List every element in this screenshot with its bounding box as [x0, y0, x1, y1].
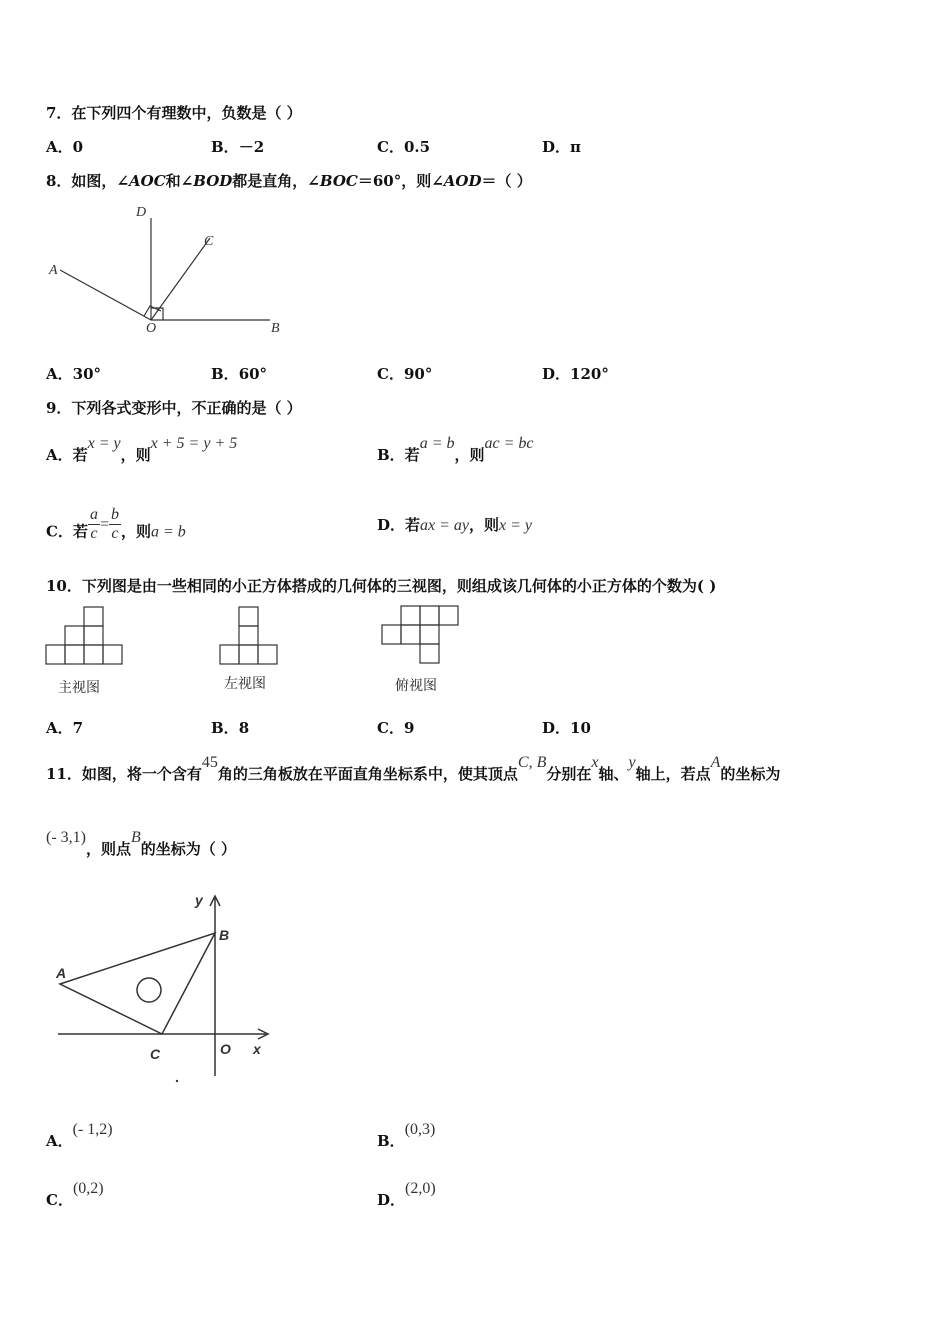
- q9-stem: 9．下列各式变形中，不正确的是（ ）: [46, 399, 302, 417]
- q8-label-o: O: [146, 321, 157, 336]
- side-view-figure: [218, 606, 280, 668]
- front-view-caption: 主视图: [58, 680, 100, 696]
- q10-option-b[interactable]: B．8: [211, 719, 250, 737]
- q7-option-c[interactable]: C．0.5: [377, 138, 431, 156]
- top-view-caption: 俯视图: [395, 678, 437, 694]
- q8-label-d: D: [136, 205, 147, 220]
- q10-option-c[interactable]: C．9: [377, 719, 415, 737]
- q9-option-c[interactable]: C．若 $\frac{a}{c}$ = $\frac{b}{c}$ ，则a = b: [46, 506, 186, 542]
- q10-stem: 10．下列图是由一些相同的小正方体搭成的几何体的三视图，则组成该几何体的小正方体的个数为( ): [46, 577, 717, 595]
- q10-option-a[interactable]: A．7: [46, 719, 84, 737]
- q11-stem-line1: 11．如图，将一个含有45角的三角板放在平面直角坐标系中，使其顶点C, B分别在x轴、y轴上，若点A的坐标为: [46, 754, 781, 783]
- q11-coordinate-figure: [44, 888, 274, 1088]
- q11-label-c: C: [150, 1046, 161, 1062]
- q11-label-b: B: [219, 927, 230, 943]
- q7-option-b[interactable]: B．－2: [211, 138, 265, 156]
- side-view-caption: 左视图: [224, 676, 266, 692]
- q10-option-d[interactable]: D．10: [542, 719, 591, 737]
- q8-angle-figure: [40, 198, 300, 343]
- q8-option-a[interactable]: A．30°: [46, 365, 102, 383]
- q7-stem: 7．在下列四个有理数中，负数是（ ）: [46, 104, 302, 122]
- q9-option-a[interactable]: A．若x = y，则x + 5 = y + 5: [46, 435, 238, 464]
- q7-option-d[interactable]: D．π: [542, 138, 581, 156]
- q11-option-b[interactable]: B．(0,3): [377, 1121, 436, 1150]
- q11-option-d[interactable]: D．(2,0): [377, 1180, 436, 1209]
- q8-stem: 8．如图，∠AOC和∠BOD都是直角，∠BOC＝60°，则∠AOD＝（ ）: [46, 172, 532, 190]
- q11-option-c[interactable]: C．(0,2): [46, 1180, 104, 1209]
- q8-option-d[interactable]: D．120°: [542, 365, 609, 383]
- top-view-figure: [380, 604, 462, 668]
- q11-label-y: y: [195, 892, 203, 908]
- q7-option-a[interactable]: A．0: [46, 138, 84, 156]
- q8-label-c: C: [204, 234, 214, 249]
- q11-stem-line2: (- 3,1)，则点B的坐标为（ ）: [46, 829, 237, 858]
- q8-label-a: A: [49, 263, 58, 278]
- q9-option-d[interactable]: D．若ax = ay，则x = y: [377, 516, 533, 534]
- q11-label-o: O: [220, 1041, 231, 1057]
- q11-option-a[interactable]: A．(- 1,2): [46, 1121, 113, 1150]
- q11-label-x: x: [253, 1041, 261, 1057]
- q8-option-b[interactable]: B．60°: [211, 365, 268, 383]
- q9-option-b[interactable]: B．若a = b，则ac = bc: [377, 435, 534, 464]
- front-view-figure: [44, 606, 126, 668]
- q11-label-a: A: [56, 965, 67, 981]
- q8-label-b: B: [271, 321, 280, 336]
- q8-option-c[interactable]: C．90°: [377, 365, 433, 383]
